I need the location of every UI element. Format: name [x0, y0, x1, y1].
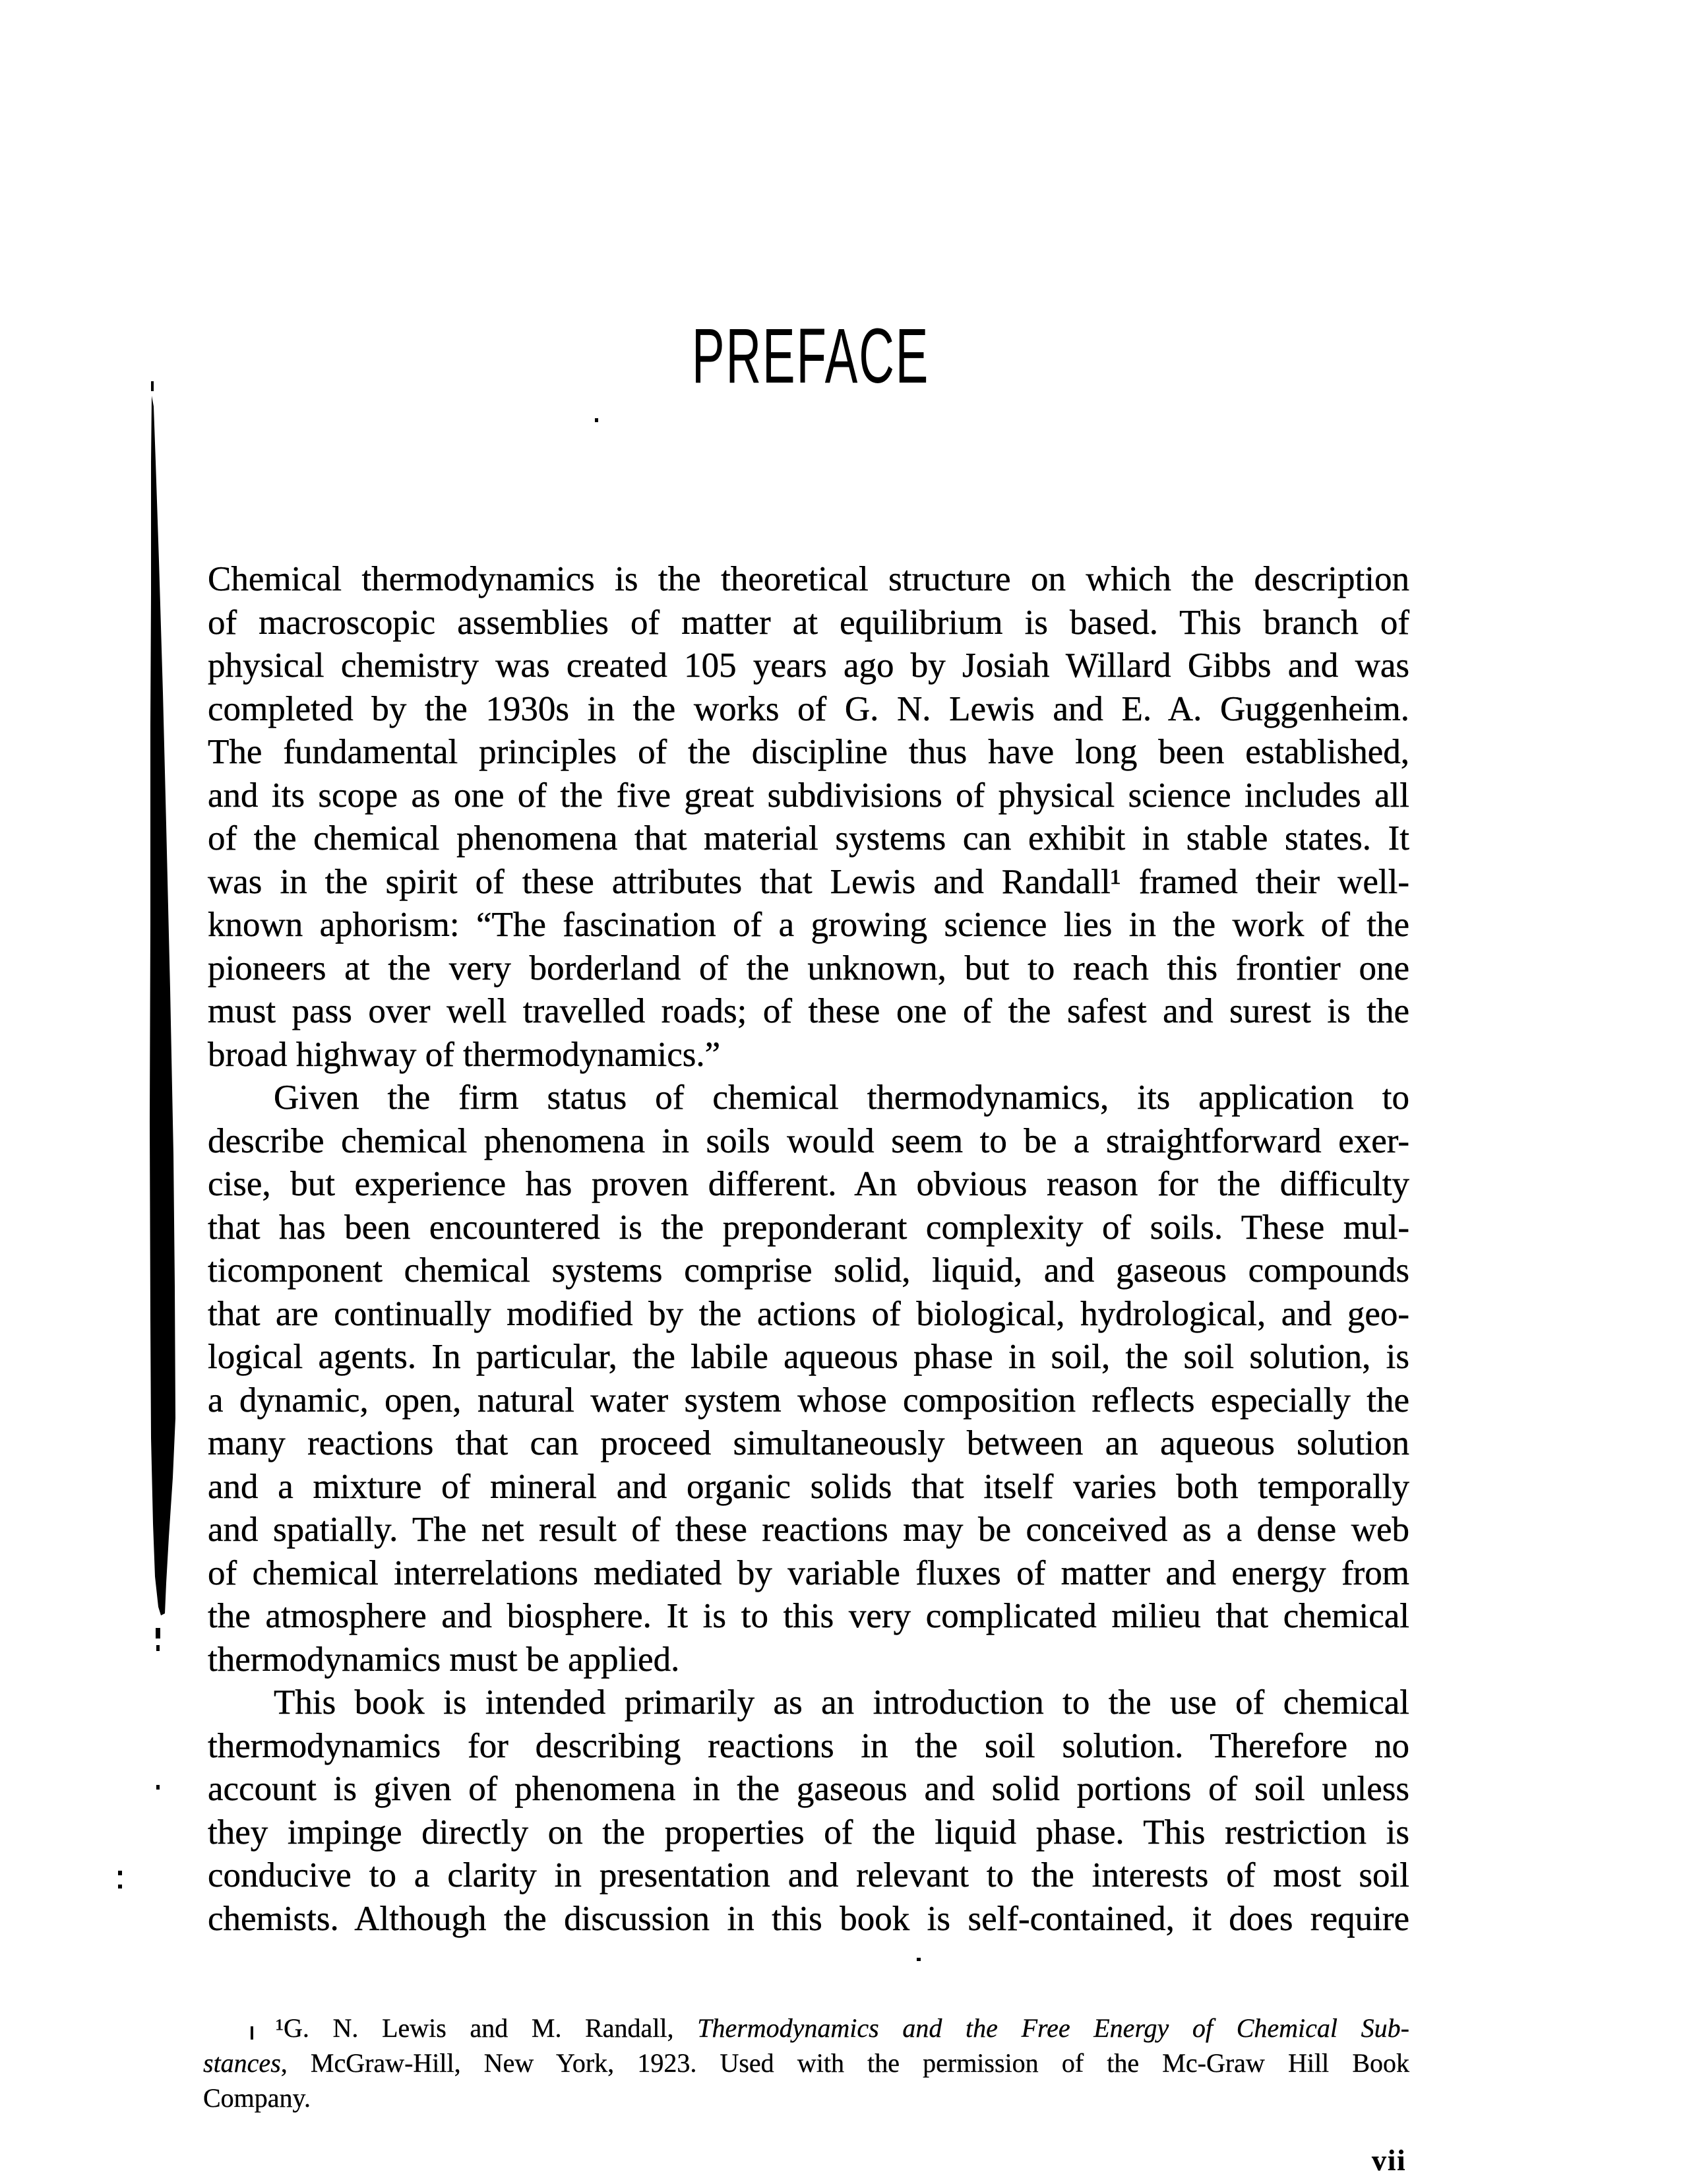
ink-speck: [118, 1885, 122, 1888]
text-line: that are continually modified by the actions of biological, hydrological, and geo-: [208, 1294, 1409, 1333]
text-line: physical chemistry was created 105 years ago by Josiah Willard Gibbs and was: [208, 646, 1409, 685]
preface-body: [208, 558, 1409, 1941]
text-line: and a mixture of mineral and organic solids that itself varies both temporally: [208, 1467, 1409, 1506]
text-line: a dynamic, open, natural water system whose composition reflects especially the: [208, 1381, 1409, 1420]
ink-speck: [917, 1958, 921, 1961]
text-line: that has been encountered is the preponderant complexity of soils. These mul-: [208, 1208, 1409, 1247]
ink-speck: [156, 1645, 160, 1651]
text-line: completed by the 1930s in the works of G. N. Lewis and E. A. Guggenheim.: [208, 689, 1409, 728]
footnote-line: [203, 2045, 1409, 2080]
text-line: Chemical thermodynamics is the theoretical structure on which the description: [208, 560, 1409, 598]
footnote-text: ¹G. N. Lewis and M. Randall,: [276, 2013, 698, 2043]
text-line: and its scope as one of the five great subdivisions of physical science includes all: [208, 776, 1409, 815]
footnote-line: [203, 2080, 1409, 2115]
text-line: many reactions that can proceed simultaneously between an aqueous solution: [208, 1424, 1409, 1462]
text-line: logical agents. In particular, the labile aqueous phase in soil, the soil solution, is: [208, 1338, 1409, 1376]
footnote-italic-text: Thermodynamics and the Free Energy of Chemical Sub-: [697, 2013, 1409, 2043]
text-line: of the chemical phenomena that material systems can exhibit in stable states. It: [208, 819, 1409, 858]
footnote: [203, 2011, 1409, 2115]
binding-shadow-artifact: [150, 396, 175, 1615]
text-line: pioneers at the very borderland of the unknown, but to reach this frontier one: [208, 949, 1409, 987]
footnote-text: Company.: [203, 2083, 311, 2113]
text-line: the atmosphere and biosphere. It is to this very complicated milieu that chemical: [208, 1597, 1409, 1635]
text-line: This book is intended primarily as an introduction to the use of chemical: [274, 1683, 1409, 1722]
ink-speck: [118, 1871, 122, 1875]
text-line: account is given of phenomena in the gaseous and solid portions of soil unless: [208, 1770, 1409, 1808]
text-line: and spatially. The net result of these reactions may be conceived as a dense web: [208, 1511, 1409, 1549]
text-line: thermodynamics must be applied.: [208, 1640, 680, 1679]
ink-speck: [156, 1628, 160, 1638]
ink-speck: [156, 1785, 160, 1790]
text-line: thermodynamics for describing reactions in the soil solution. Therefore no: [208, 1726, 1409, 1765]
text-line: conducive to a clarity in presentation and relevant to the interests of most soil: [208, 1856, 1409, 1894]
page-number: vii: [1372, 2144, 1407, 2177]
footnote-italic-text: stances: [203, 2048, 281, 2078]
text-line: broad highway of thermodynamics.”: [208, 1035, 721, 1074]
text-line: must pass over well travelled roads; of these one of the safest and surest is the: [208, 992, 1409, 1030]
text-line: of chemical interrelations mediated by variable fluxes of matter and energy from: [208, 1553, 1409, 1592]
text-line: The fundamental principles of the discipline thus have long been established,: [208, 733, 1409, 771]
binding-tick-artifact: [151, 381, 154, 391]
text-line: chemists. Although the discussion in this book is self-contained, it does require: [208, 1899, 1409, 1938]
text-line: describe chemical phenomena in soils would seem to be a straightforward exer-: [208, 1121, 1409, 1160]
ink-speck: [595, 418, 598, 422]
footnote-line: [203, 2011, 1409, 2045]
text-line: was in the spirit of these attributes that Lewis and Randall¹ framed their well-: [208, 862, 1409, 901]
text-line: ticomponent chemical systems comprise solid, liquid, and gaseous compounds: [208, 1251, 1409, 1290]
text-line: known aphorism: “The fascination of a growing science lies in the work of the: [208, 906, 1409, 944]
text-line: they impinge directly on the properties of the liquid phase. This restriction is: [208, 1813, 1409, 1852]
page-title: PREFACE: [692, 313, 930, 400]
text-line: of macroscopic assemblies of matter at equilibrium is based. This branch of: [208, 603, 1409, 642]
footnote-text: , McGraw-Hill, New York, 1923. Used with the permission of the Mc-Graw Hill Book: [280, 2048, 1409, 2078]
text-line: Given the firm status of chemical thermodynamics, its application to: [274, 1078, 1409, 1117]
text-line: cise, but experience has proven different. An obvious reason for the difficulty: [208, 1165, 1409, 1203]
